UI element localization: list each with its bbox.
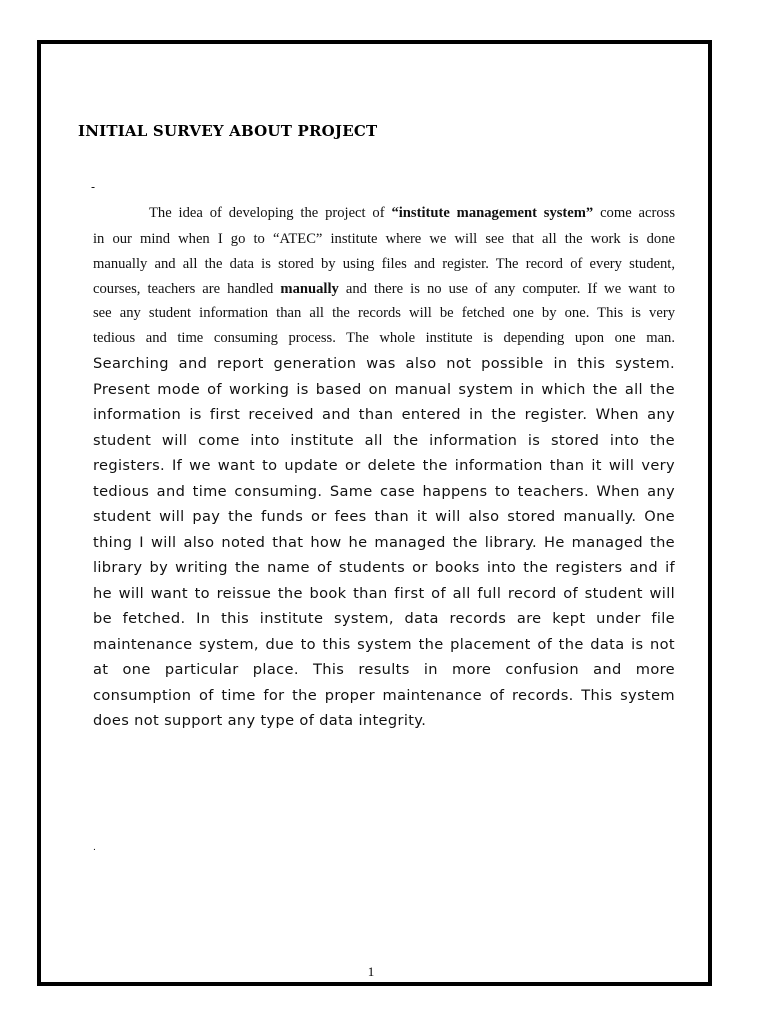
paragraph-line: consumption of time for the proper maintenance of records. This system — [93, 687, 675, 704]
paragraph-line: library by writing the name of students or books into the registers and if — [93, 559, 675, 576]
paragraph-line: at one particular place. This results in more confusion and more — [93, 661, 675, 678]
paragraph-line: registers. If we want to update or delete the information than it will very — [93, 457, 675, 474]
page-heading: INITIAL SURVEY ABOUT PROJECT — [78, 122, 378, 140]
page-number: 1 — [367, 964, 375, 979]
paragraph-line: student will come into institute all the information is stored into the — [93, 432, 675, 449]
paragraph-line: Present mode of working is based on manual system in which the all the — [93, 381, 675, 398]
paragraph-line: does not support any type of data integrity. — [93, 712, 427, 729]
paragraph-line: tedious and time consuming. Same case happens to teachers. When any — [93, 483, 675, 500]
paragraph-line: thing I will also noted that how he managed the library. He managed the — [93, 534, 675, 551]
paragraph-line: in our mind when I go to “ATEC” institute where we will see that all the work is done — [93, 231, 675, 247]
dot-marker: . — [93, 843, 96, 853]
paragraph-line: manually and all the data is stored by using files and register. The record of every student, — [93, 256, 675, 272]
paragraph-line: see any student information than all the records will be fetched one by one. This is very — [93, 305, 675, 321]
paragraph-line: be fetched. In this institute system, data records are kept under file — [93, 610, 675, 627]
paragraph-line: he will want to reissue the book than first of all full record of student will — [93, 585, 675, 602]
paragraph-line: courses, teachers are handled manually and there is no use of any computer. If we want to — [93, 281, 675, 297]
paragraph-line: information is first received and than entered in the register. When any — [93, 406, 675, 423]
paragraph-line: tedious and time consuming process. The whole institute is depending upon one man. — [93, 330, 675, 346]
dash-marker: - — [91, 180, 96, 194]
paragraph-line: Searching and report generation was also not possible in this system. — [93, 355, 675, 372]
paragraph-line: maintenance system, due to this system the placement of the data is not — [93, 636, 675, 653]
paragraph-line: The idea of developing the project of “institute management system” come across — [149, 205, 676, 221]
paragraph-line: student will pay the funds or fees than it will also stored manually. One — [93, 508, 675, 525]
